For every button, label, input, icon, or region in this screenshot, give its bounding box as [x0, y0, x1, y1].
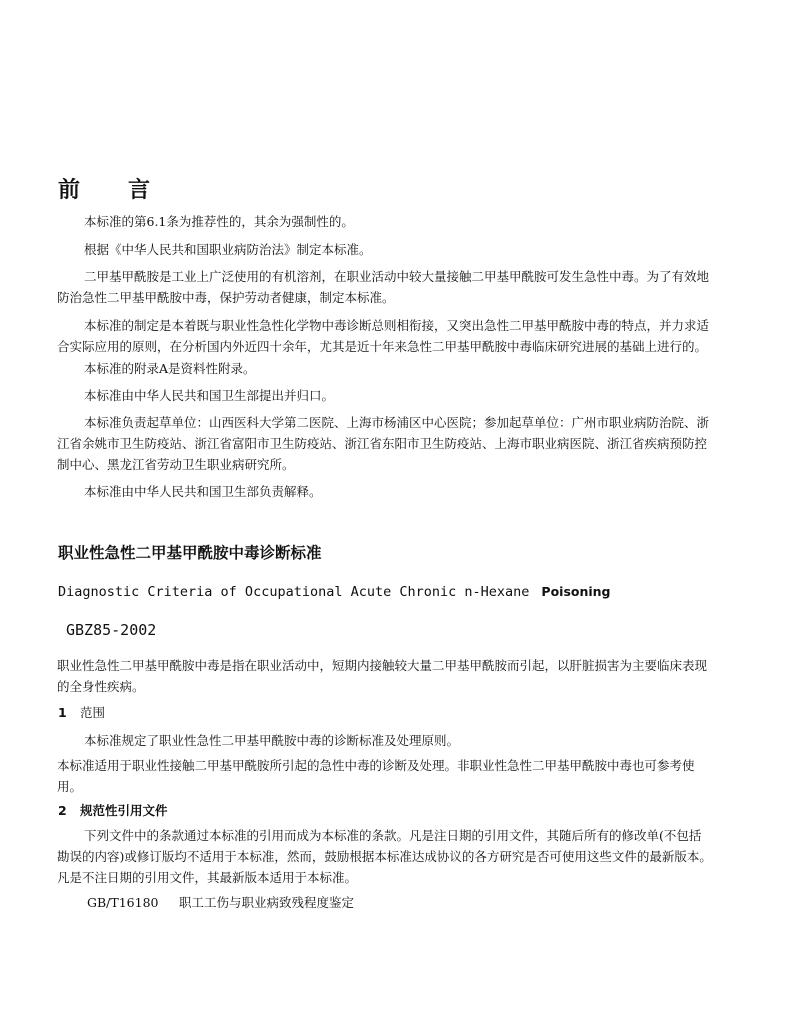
standard-number: GBZ85-2002 — [66, 621, 157, 639]
section-1-heading — [58, 703, 105, 723]
reference-code: GB/T16180 — [87, 895, 159, 910]
preface-paragraph-6: 本标准由中华人民共和国卫生部提出并归口。 — [84, 388, 335, 403]
reference-entry — [87, 893, 354, 913]
section-1-body: 本标准规定了职业性急性二甲基甲酰胺中毒的诊断标准及处理原则。 — [84, 733, 460, 748]
section-1-title: 范围 — [80, 705, 106, 720]
preface-paragraph-5: 本标准的附录A是资料性附录。 — [84, 361, 256, 376]
reference-title: 职工工伤与职业病致残程度鉴定 — [179, 895, 355, 910]
section-2-title: 规范性引用文件 — [80, 803, 168, 818]
preface-paragraph-3: 二甲基甲酰胺是工业上广泛使用的有机溶剂，在职业活动中较大量接触二甲基甲酰胺可发生急性中毒。为了有效地 防治急性二甲基甲酰胺中毒，保护劳动者健康，制定本标准。 — [57, 269, 710, 305]
preface-paragraph-4: 本标准的制定是本着既与职业性急性化学物中毒诊断总则相衔接，又突出急性二甲基甲酰胺中毒的特点，并力求适 合实际应用的原则，在分析国内外近四十余年，尤其是近十年来急性二甲基甲酰胺中毒临床研究进展的基础上进行的。 — [57, 318, 710, 354]
section-2-number: 2 — [58, 803, 67, 818]
standard-title-en-bold: Poisoning — [541, 584, 611, 599]
standard-title-en — [58, 581, 611, 603]
preface-heading-char-2: 言 — [128, 178, 151, 203]
preface-paragraph-1: 本标准的第6.1条为推荐性的，其余为强制性的。 — [84, 214, 354, 229]
preface-paragraph-2: 根据《中华人民共和国职业病防治法》制定本标准。 — [84, 242, 372, 257]
section-2-heading — [58, 801, 168, 821]
preface-paragraph-8: 本标准由中华人民共和国卫生部负责解释。 — [84, 484, 322, 499]
preface-paragraph-7: 本标准负责起草单位：山西医科大学第二医院、上海市杨浦区中心医院；参加起草单位：广州市职业病防治院、浙 江省余姚市卫生防疫站、浙江省富阳市卫生防疫站、浙江省东阳市卫生防疫站、上海市职业病医院、浙江省疾病预防控 制中心、黑龙江省劳动卫生职业病研究所。 — [57, 415, 710, 472]
standard-title-en-text: Diagnostic Criteria of Occupational Acute Chronic n-Hexane — [58, 584, 530, 600]
section-2-body: 下列文件中的条款通过本标准的引用而成为本标准的条款。凡是注日期的引用文件，其随后所有的修改单(不包括 勘误的内容)或修订版均不适用于本标准，然而，鼓励根据本标准达成协议的各方研究是否可使用这些文件的最新版本。 凡是不注日期的引用文件，其最新版本适用于本标准。 — [57, 828, 712, 885]
section-1-body-2: 本标准适用于职业性接触二甲基甲酰胺所引起的急性中毒的诊断及处理。非职业性急性二甲基甲酰胺中毒也可参考使 用。 — [57, 758, 695, 794]
section-1-number: 1 — [58, 705, 67, 720]
standard-title-cn: 职业性急性二甲基甲酰胺中毒诊断标准 — [58, 544, 322, 562]
preface-heading — [58, 177, 150, 205]
standard-intro: 职业性急性二甲基甲酰胺中毒是指在职业活动中，短期内接触较大量二甲基甲酰胺而引起，以肝脏损害为主要临床表现 的全身性疾病。 — [57, 658, 708, 694]
preface-heading-char-1: 前 — [58, 178, 81, 203]
